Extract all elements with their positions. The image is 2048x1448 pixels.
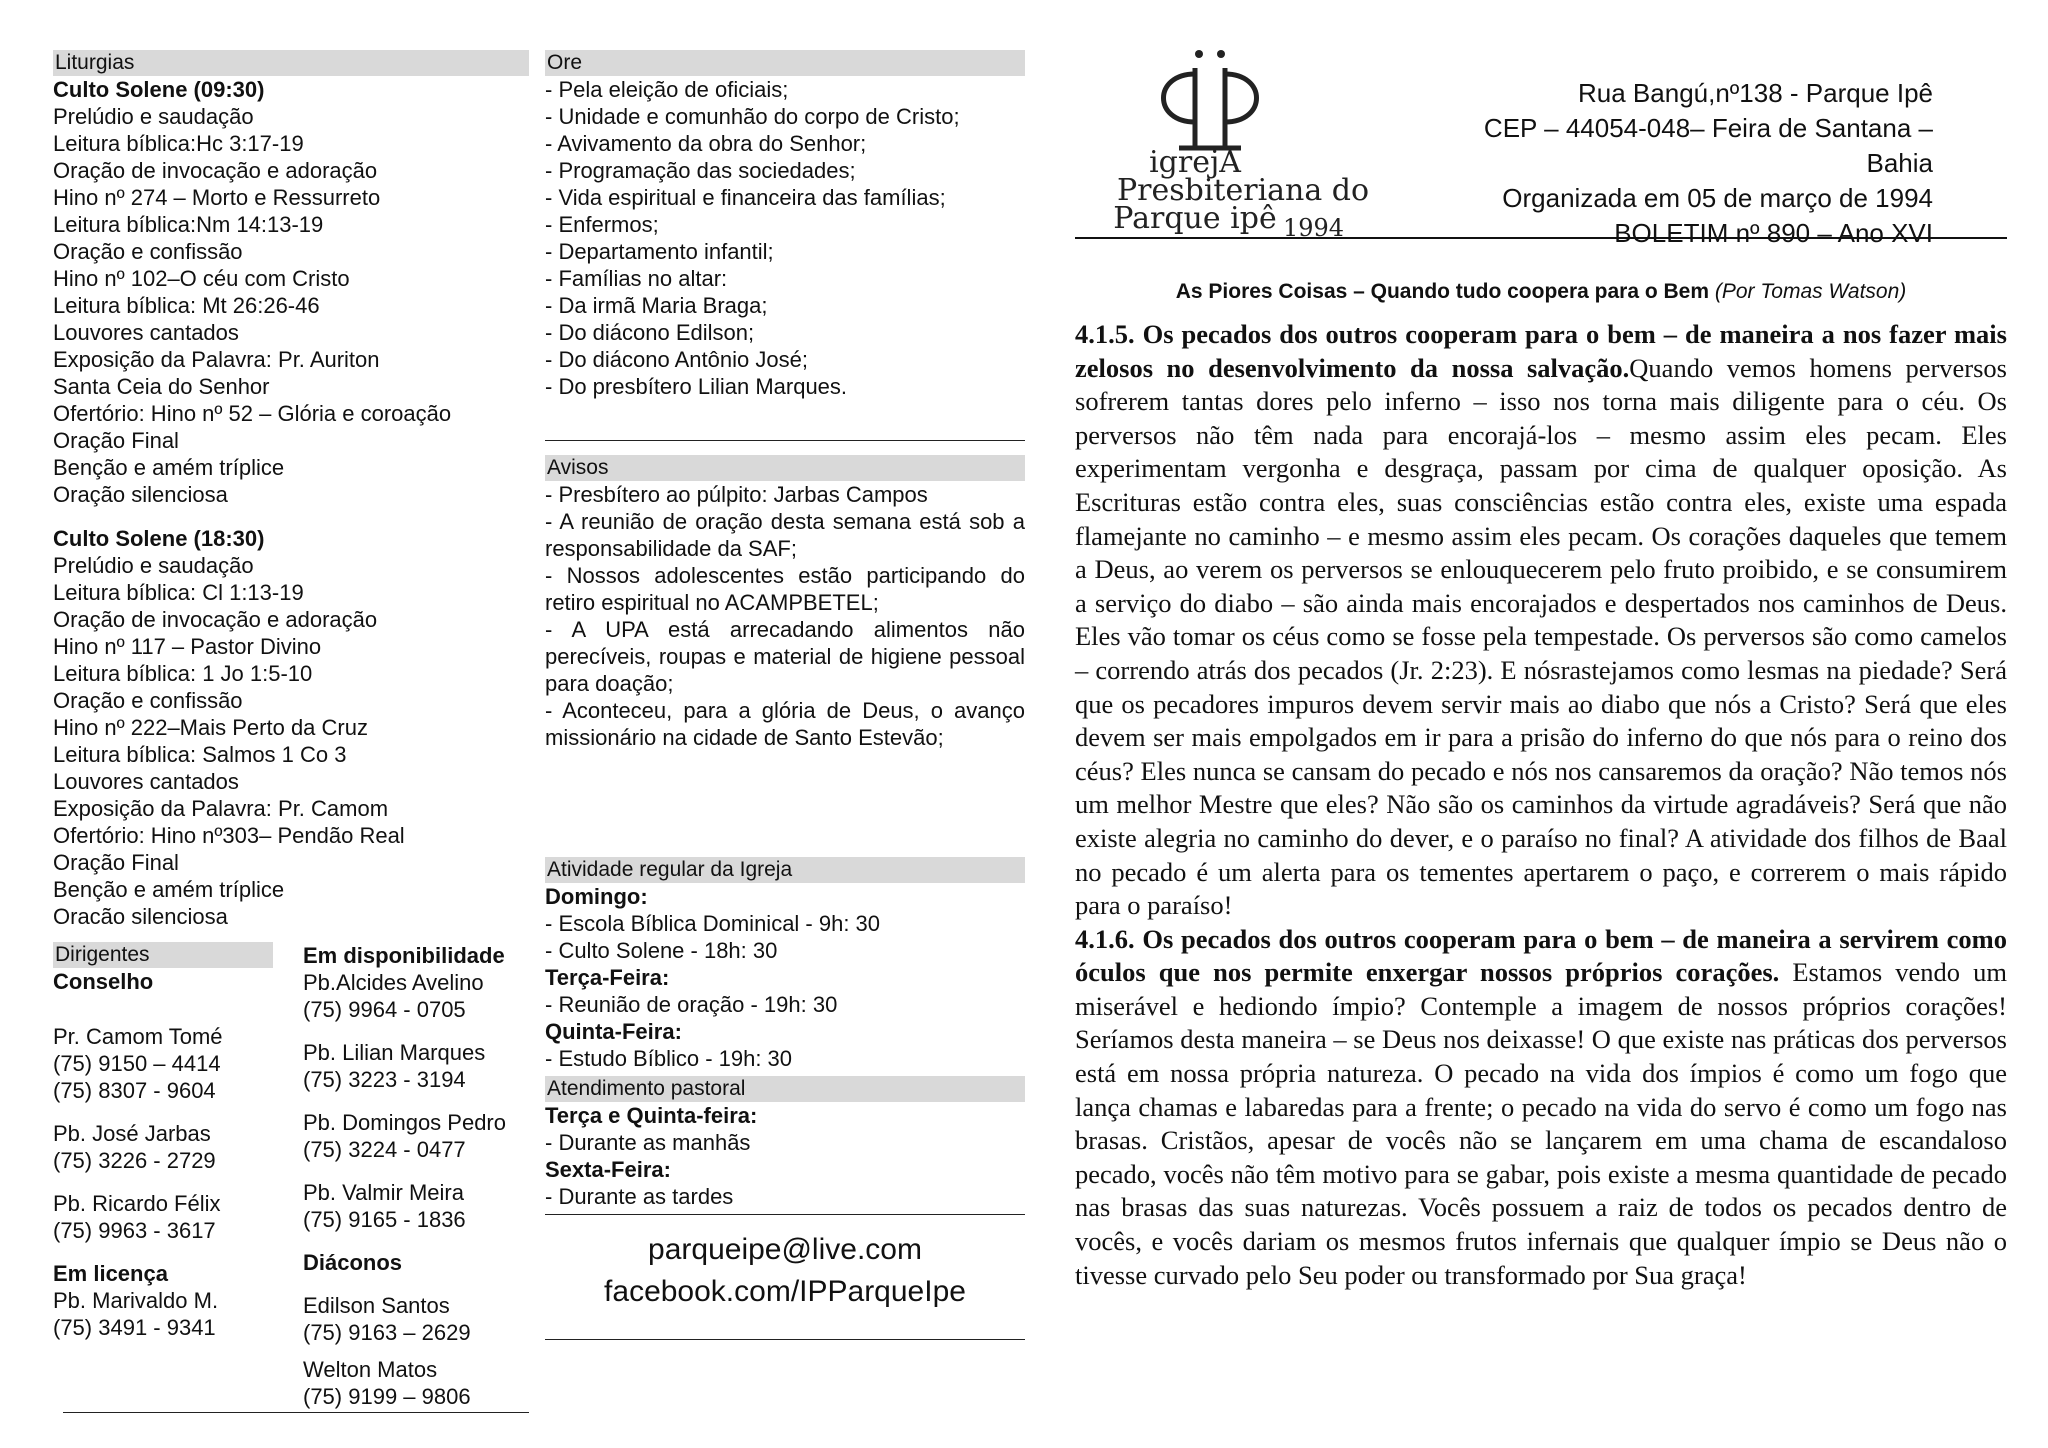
- terca-quinta-title: Terça e Quinta-feira:: [545, 1103, 758, 1128]
- leader-phone: (75) 3226 - 2729: [53, 1148, 216, 1173]
- notice-item: - A reunião de oração desta semana está sob a responsabilidade da SAF;: [545, 509, 1025, 561]
- prayer-item: - Famílias no altar:: [545, 266, 728, 291]
- liturgy-item: Exposição da Palavra: Pr. Auriton: [53, 347, 380, 372]
- address-line: Rua Bangú,nº138 - Parque Ipê: [1578, 78, 1933, 108]
- liturgy-item: Oração silenciosa: [53, 482, 228, 507]
- liturgy-item: Louvores cantados: [53, 320, 239, 345]
- leader-name: Pb. Marivaldo M.: [53, 1288, 219, 1313]
- liturgy-item: Leitura bíblica: 1 Jo 1:5-10: [53, 661, 313, 686]
- liturgy-item: Louvores cantados: [53, 769, 239, 794]
- article-subtitle: [1075, 280, 2007, 304]
- paragraph-text: Estamos vendo um miserável e hediondo ímpio? Contemple a imagem de nossos próprios corações! Seríamos desta maneira – se Deus nos deixasse! O que existe nas práticas dos perversos está em nossa própria natureza. O pecado na vida dos ímpios é como um fogo que lança chamas e labaredas para a frente; o pecado na vida do servo é como um fogo nas brasas. Cristãos, apesar de vocês não se lançarem em uma chama de escandaloso pecado, vocês não têm motivo para se gabar, pois existe a mesma quantidade de pecado nas brasas das suas naturezas. Vocês possuem a raiz de todos os pecados dentro de vocês, e vocês dariam os mesmos frutos infernais que qualquer ímpio se Deus não o tivesse curvado pelo Seu poder ou transformado por Sua graça!: [1075, 957, 2007, 1290]
- leader-name: Pb. Ricardo Félix: [53, 1191, 221, 1216]
- liturgy-item: Oracão silenciosa: [53, 904, 228, 929]
- liturgy-item: Leitura bíblica: Cl 1:13-19: [53, 580, 304, 605]
- liturgy-item: Exposição da Palavra: Pr. Camom: [53, 796, 389, 821]
- liturgy-item: Hino nº 117 – Pastor Divino: [53, 634, 322, 659]
- article-author: (Por Tomas Watson): [1714, 280, 1907, 303]
- section-divider: [545, 1339, 1025, 1340]
- prayer-item: - Enfermos;: [545, 212, 659, 237]
- ore-header: Ore: [545, 50, 1025, 76]
- liturgy-item: Leitura bíblica: Salmos 1 Co 3: [53, 742, 347, 767]
- liturgy-item: Leitura bíblica:Hc 3:17-19: [53, 131, 304, 156]
- logo-year: 1994: [1283, 214, 1345, 240]
- middle-column: [545, 50, 1025, 1340]
- leader-phone: (75) 9150 – 4414: [53, 1051, 221, 1076]
- address-line: CEP – 44054-048– Feira de Santana –: [1483, 113, 1933, 143]
- prayer-item: - Unidade e comunhão do corpo de Cristo;: [545, 104, 960, 129]
- schedule-item: - Reunião de oração - 19h: 30: [545, 992, 838, 1017]
- logo-text-line1: igrejA: [1149, 145, 1241, 180]
- liturgy-item: Ofertório: Hino nº 52 – Glória e coroação: [53, 401, 452, 426]
- prayer-item: - Do diácono Antônio José;: [545, 347, 808, 372]
- liturgy-item: Hino nº 222–Mais Perto da Cruz: [53, 715, 368, 740]
- leader-phone: (75) 3224 - 0477: [303, 1137, 466, 1162]
- liturgias-header: Liturgias: [53, 50, 529, 76]
- leader-name: Pb. Lilian Marques: [303, 1040, 486, 1065]
- leader-phone: (75) 9165 - 1836: [303, 1207, 466, 1232]
- leader-name: Pb. Valmir Meira: [303, 1180, 464, 1205]
- leader-phone: (75) 9964 - 0705: [303, 997, 466, 1022]
- evening-service-title: Culto Solene (18:30): [53, 526, 265, 551]
- section-divider: [545, 440, 1025, 441]
- leader-phone: (75) 9963 - 3617: [53, 1218, 216, 1243]
- notice-item: - A UPA está arrecadando alimentos não perecíveis, roupas e material de higiene pessoal para doação;: [545, 617, 1025, 696]
- liturgy-item: Prelúdio e saudação: [53, 104, 254, 129]
- logo-text-line2: Presbiteriana do: [1116, 173, 1370, 208]
- leader-name: Welton Matos: [303, 1357, 438, 1382]
- facebook-link[interactable]: facebook.com/IPParqueIpe: [604, 1275, 966, 1308]
- liturgy-item: Benção e amém tríplice: [53, 877, 285, 902]
- leader-name: Edilson Santos: [303, 1293, 450, 1318]
- liturgy-item: Oração de invocação e adoração: [53, 158, 378, 183]
- left-column: [53, 50, 529, 1413]
- liturgy-item: Prelúdio e saudação: [53, 553, 254, 578]
- liturgy-item: Oração e confissão: [53, 239, 243, 264]
- bulletin-header: [1075, 40, 2007, 248]
- church-address: [1484, 76, 1933, 251]
- schedule-item: - Durante as manhãs: [545, 1130, 751, 1155]
- leader-name: Pr. Camom Tomé: [53, 1024, 223, 1049]
- liturgy-item: Oração Final: [53, 850, 179, 875]
- article-paragraph: [1075, 318, 2007, 923]
- liturgy-item: Hino nº 102–O céu com Cristo: [53, 266, 350, 291]
- article-paragraph: [1075, 923, 2007, 1293]
- leader-phone: (75) 3223 - 3194: [303, 1067, 466, 1092]
- liturgy-item: Ofertório: Hino nº303– Pendão Real: [53, 823, 405, 848]
- liturgy-item: Hino nº 274 – Morto e Ressurreto: [53, 185, 381, 210]
- prayer-item: - Do presbítero Lilian Marques.: [545, 374, 848, 399]
- dirigentes-right: [303, 942, 529, 1410]
- quinta-title: Quinta-Feira:: [545, 1019, 682, 1044]
- header-divider: [1075, 237, 2007, 239]
- ore-list: [545, 76, 1025, 400]
- conselho-title: Conselho: [53, 969, 154, 994]
- notice-item: - Aconteceu, para a glória de Deus, o avanço missionário na cidade de Santo Estevão;: [545, 698, 1025, 750]
- paragraph-heading: 4.1.5. Os pecados dos outros cooperam para o bem – de maneira a nos fazer mais zelosos no desenvolvimento da nossa salvação.: [1075, 319, 2007, 383]
- article-body: [1075, 318, 2007, 1292]
- article-title: As Piores Coisas – Quando tudo coopera para o Bem: [1175, 280, 1710, 303]
- logo-text-line3: Parque ipê: [1113, 201, 1277, 236]
- licenca-title: Em licença: [53, 1261, 168, 1286]
- schedule-item: - Estudo Bíblico - 19h: 30: [545, 1046, 793, 1071]
- diaconos-title: Diáconos: [303, 1250, 403, 1275]
- leader-phone: (75) 3491 - 9341: [53, 1315, 216, 1340]
- morning-service-list: [53, 103, 529, 508]
- founded-line: Organizada em 05 de março de 1994: [1502, 183, 1933, 213]
- disponibilidade-title: Em disponibilidade: [303, 943, 505, 968]
- prayer-item: - Pela eleição de oficiais;: [545, 77, 789, 102]
- column-divider: [63, 1412, 529, 1413]
- dirigentes-section: [53, 942, 529, 1410]
- bulletin-number: BOLETIM nº 890 – Ano XVI: [1614, 218, 1933, 248]
- dirigentes-left: [53, 942, 273, 1410]
- paragraph-heading: 4.1.6. Os pecados dos outros cooperam para o bem – de maneira a servirem como óculos que nos permite enxergar nossos próprios corações.: [1075, 923, 2007, 988]
- section-divider: [545, 1214, 1025, 1215]
- email-link[interactable]: parqueipe@live.com: [648, 1233, 922, 1266]
- terca-title: Terça-Feira:: [545, 965, 670, 990]
- notice-item: - Presbítero ao púlpito: Jarbas Campos: [545, 482, 928, 507]
- church-logo: [1075, 40, 1419, 240]
- leader-name: Pb. Domingos Pedro: [303, 1110, 506, 1135]
- prayer-item: - Departamento infantil;: [545, 239, 774, 264]
- prayer-item: - Da irmã Maria Braga;: [545, 293, 768, 318]
- paragraph-text: Quando vemos homens perversos sofrerem tantas dores pelo inferno – isso nos torna mais diligente para o céu. Os perversos não têm nada para encorajá-los – mesmo assim eles pecam. Eles experimentam vergonha e desgraça, passam por cima de qualquer oposição. As Escrituras estão contra eles, suas consciências estão contra eles, existe uma espada flamejante no caminho – e mesmo assim eles pecam. Os corações daqueles que temem a Deus, ao verem os perversos se enlouquecerem pelo fruto proibido, e se consumirem a serviço do diabo – são ainda mais encorajados e despertados nos caminhos de Deus. Eles vão tomar os céus como se fosse pela tempestade. Os perversos são como camelos – correndo atrás dos pecados (Jr. 2:23). E nósrastejamos como lesmas na piedade? Será que os pecadores impuros devem servir mais ao diabo que nós a Cristo? Será que eles devem ser mais empolgados em ir para a prisão do inferno do que nós para o reino dos céus? Eles nunca se cansam do pecado e nós nos cansaremos da oração? Não temos nós um melhor Mestre que eles? Não são os caminhos da virtude agradáveis? Será que não existe alegria no caminho do dever, e o paraíso no final? A atividade dos filhos de Baal no pecado é um alerta para os tementes apertarem o paço, e correrem o mais rápido para o paraíso!: [1075, 352, 2007, 921]
- schedule-item: - Escola Bíblica Dominical - 9h: 30: [545, 911, 881, 936]
- prayer-item: - Do diácono Edilson;: [545, 320, 755, 345]
- prayer-item: - Vida espiritual e financeira das famílias;: [545, 185, 946, 210]
- avisos-list: [545, 481, 1025, 751]
- address-line: Bahia: [1866, 148, 1933, 178]
- liturgy-item: Oração e confissão: [53, 688, 243, 713]
- dirigentes-header: Dirigentes: [53, 942, 273, 968]
- leader-phone: (75) 9163 – 2629: [303, 1320, 471, 1345]
- leader-phone: (75) 9199 – 9806: [303, 1384, 471, 1409]
- prayer-item: - Programação das sociedades;: [545, 158, 856, 183]
- notice-item: - Nossos adolescentes estão participando do retiro espiritual no ACAMPBETEL;: [545, 563, 1025, 615]
- liturgy-item: Santa Ceia do Senhor: [53, 374, 270, 399]
- liturgy-item: Leitura bíblica:Nm 14:13-19: [53, 212, 324, 237]
- evening-service-list: [53, 552, 529, 930]
- sexta-title: Sexta-Feira:: [545, 1157, 671, 1182]
- liturgy-item: Benção e amém tríplice: [53, 455, 285, 480]
- prayer-item: - Avivamento da obra do Senhor;: [545, 131, 867, 156]
- leader-name: Pb. José Jarbas: [53, 1121, 211, 1146]
- leader-phone: (75) 8307 - 9604: [53, 1078, 216, 1103]
- domingo-title: Domingo:: [545, 884, 648, 909]
- avisos-header: Avisos: [545, 455, 1025, 481]
- liturgy-item: Oração de invocação e adoração: [53, 607, 378, 632]
- atendimento-header: Atendimento pastoral: [545, 1076, 1025, 1102]
- liturgy-item: Leitura bíblica: Mt 26:26-46: [53, 293, 320, 318]
- contact-block: [545, 1229, 1025, 1313]
- right-column: [1075, 40, 2007, 1292]
- atividade-header: Atividade regular da Igreja: [545, 857, 1025, 883]
- leader-name: Pb.Alcides Avelino: [303, 970, 484, 995]
- morning-service-title: Culto Solene (09:30): [53, 77, 265, 102]
- schedule-item: - Durante as tardes: [545, 1184, 734, 1209]
- schedule-item: - Culto Solene - 18h: 30: [545, 938, 778, 963]
- liturgy-item: Oração Final: [53, 428, 179, 453]
